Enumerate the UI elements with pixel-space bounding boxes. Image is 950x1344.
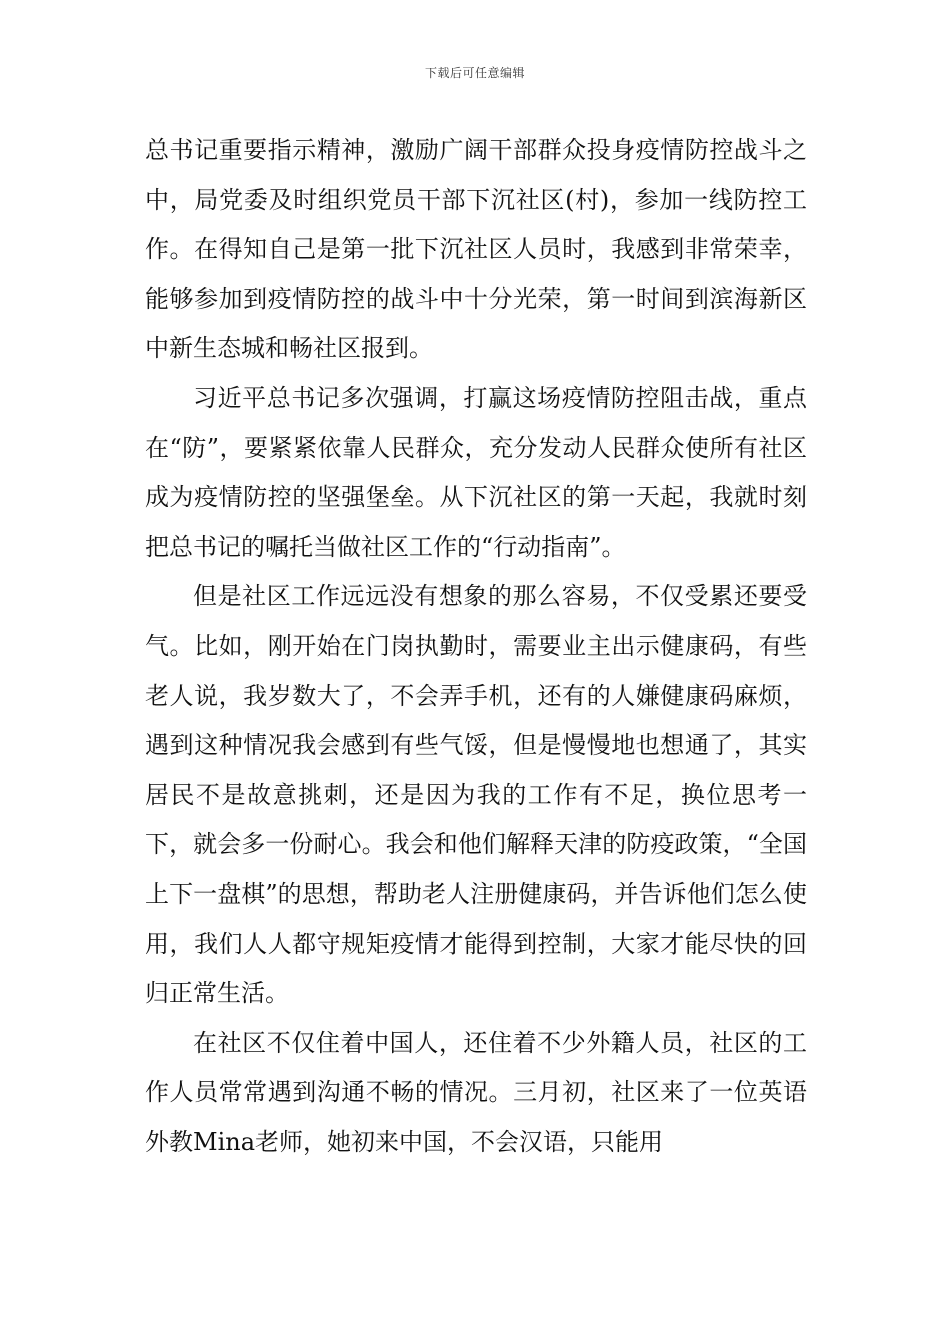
paragraph-2: 习近平总书记多次强调，打赢这场疫情防控阻击战，重点在“防”，要紧紧依靠人民群众，充分发动人民群众使所有社区成为疫情防控的坚强堡垒。从下沉社区的第一天起，我就时刻把总书记的嘱托当做社区工作的“行动指南”。 <box>145 383 807 561</box>
page-header: 下载后可任意编辑 <box>424 66 525 80</box>
document-body <box>145 126 807 1167</box>
paragraph-4: 在社区不仅住着中国人，还住着不少外籍人员，社区的工作人员常常遇到沟通不畅的情况。三月初，社区来了一位英语外教Mina老师，她初来中国，不会汉语，只能用 <box>145 1028 807 1156</box>
paragraph-3: 但是社区工作远远没有想象的那么容易，不仅受累还要受气。比如，刚开始在门岗执勤时，需要业主出示健康码，有些老人说，我岁数大了，不会弄手机，还有的人嫌健康码麻烦，遇到这种情况我会感到有些气馁，但是慢慢地也想通了，其实居民不是故意挑刺，还是因为我的工作有不足，换位思考一下，就会多一份耐心。我会和他们解释天津的防疫政策，“全国上下一盘棋”的思想，帮助老人注册健康码，并告诉他们怎么使用，我们人人都守规矩疫情才能得到控制，大家才能尽快的回归正常生活。 <box>145 582 807 1008</box>
paragraph-1: 总书记重要指示精神，激励广阔干部群众投身疫情防控战斗之中，局党委及时组织党员干部下沉社区(村)，参加一线防控工作。在得知自己是第一批下沉社区人员时，我感到非常荣幸，能够参加到疫情防控的战斗中十分光荣，第一时间到滨海新区中新生态城和畅社区报到。 <box>145 136 807 363</box>
